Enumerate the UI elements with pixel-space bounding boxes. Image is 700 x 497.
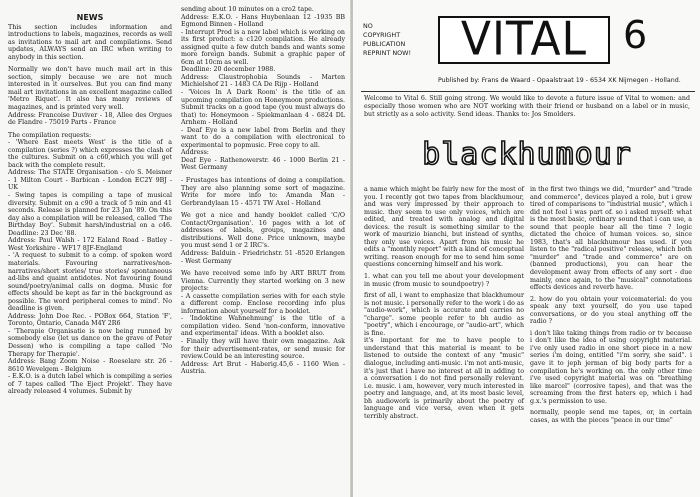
- interview-answer: normally, people send me tapes, or, in certain cases, as with the pieces "peace in our time": [530, 409, 692, 424]
- masthead: [353, 0, 700, 92]
- masthead-rule: [361, 91, 695, 92]
- issue-number: 6: [623, 13, 648, 57]
- vital-logo: [438, 12, 610, 67]
- interview-column-right: [530, 186, 692, 424]
- welcome-text: Welcome to Vital 6. Still going strong. We would like to devote a future issue of Vital to women: and especially those women who are NOT working with their friend or husband on a label or in music, but strictly as a solo activity. Send ideas. Thanks to: Jos Smolders.: [364, 95, 690, 118]
- news-item: - Frustages has intentions of doing a compilation. They are also planning some sort of magazine. Write for more info to: Amanda Man - Gerbrandylaan 15 - 4571 TW Axel - Holland: [181, 177, 345, 207]
- interview-question: 1. what can you tell me about your development in music (from music to soundpoetry) ?: [364, 273, 524, 288]
- logo-text: VITAL: [460, 12, 588, 67]
- news-item: - Finally they will have their own magazine. Ask for their advertisement-rates, or send music for review.Could be an interesting source.: [181, 337, 345, 361]
- news-item: - 'Voices In A Dark Room' is the title of an upcoming compilation on Honeymoon productions. Submit tracks on a good tape (you must always do that) to: Honeymoon - Spiekmanlaan 4 - 6824 DL Arnhem - Holland: [181, 89, 345, 127]
- news-address: Address: Claustrophobia Sounds - Marten Michielshof 21 - 1483 CA De Rijp - Holland: [181, 73, 345, 89]
- news-item: - Interrupt Prod is a new label which is working on its first product: a c120 compilation. He already assigned quite a few dutch bands and wants some more foreign bands. Submit a graphic paper of 6cm at 10cm as well.: [181, 28, 345, 66]
- news-paragraph: This section includes information and introductions to labels, magazines, records as well as invitations to mail art and compilations. Send updates, ALWAYS send an IRC when writing to anybody in this section.: [8, 23, 172, 61]
- news-item: - A cassette compilation series with for each style a different comp. Enclose recording info plus information about yourself for a booklet.: [181, 292, 345, 315]
- interview-answer: it's important for me to have people to understand that this material is meant to be listened to outside the context of any "music" dialogue, including anti-music. i'm not anti-music, it's just that i have no interest at all in adding to a conversation i do not find personally relevant. i.e. music. i am, however, very much interested in poetry and language, and, at its most basic level, bh audiowork is primarily about the poetry of language and vice versa, even when it gets terribly abstract.: [364, 337, 524, 420]
- copyright-line: COPYRIGHT: [363, 31, 401, 39]
- news-address: Address: E.K.O. - Hans Huybenlaan 12 -1935 BB Egmond Binnen - Holland: [181, 13, 345, 29]
- article-intro: a name which might be fairly new for the most of you. I recently got two tapes from blackhumour, and was very impressed by their approach to music. they seem to use only voices, which are edited, and treated with analog and digital devices. the result is something similar to the work of maurizio bianchi, but instead of synths, they only use voices. Apart from his music he edits a "monthly report" with a kind of conceptual writing. reason enough for me to send him some questions concerning himself and his work.: [364, 186, 524, 269]
- news-column-left: [8, 14, 172, 396]
- news-address: Address:: [181, 149, 209, 157]
- news-item: - E.K.O. is a dutch label which is compiling a series of 7 tapes called 'The Eject Projekt'. They have already released 4 volumes. Submit by: [8, 373, 172, 396]
- news-address: Address: John Doe Rec. - POBox 664, Station 'F', Toronto, Ontario, Canada M4Y 2R6: [8, 312, 172, 328]
- reprint-note: REPRINT NOW!: [363, 49, 412, 57]
- article-headline: [417, 134, 637, 174]
- news-item: We have received some info by ART BRUT from Vienna. Currently they started working on 3 new projects:: [181, 270, 345, 293]
- news-title: NEWS: [76, 13, 104, 22]
- news-address: Address: Paul Walsh - 172 Ealand Road - Batley - West Yorkshire - WF17 8JF-England: [8, 237, 172, 252]
- right-page: [353, 0, 700, 497]
- news-item: - Swing tapes is compiling a tape of musical diversity. Submit on a c90 a track of 5 min and 41 seconds. Release is planned for 23 Jan '89. On this day also a compilation will be released, called 'The Birthday Boy'. Submit harsh/industrial on a c46. Deadline: 23 Dec '88.: [8, 192, 172, 237]
- interview-column-left: [364, 186, 524, 420]
- copyright-line: NO: [363, 22, 373, 30]
- interview-question: 2. how do you obtain your voicematerial: do you speak any text yourself, do you use taped conversations, or do you steal anything off the radio ?: [530, 295, 692, 326]
- news-item: - 'A request to submit to a comp. of spoken word materials. Favouring narratives/non-narratives/short stories/ true stories/ spontaneous ad-libs and quaint antidotes. Not favouring found sound/poetry/animal calls on dogma. Music for effects should be kept as far in the background as possible. The word peripheral comes to mind'. No deadline is given.: [8, 252, 172, 313]
- news-item: - 'Indoktine Wahnehmung' is the title of a compilation video. Send 'non-conform, innovative and experimental' ideas. With a booklet also.: [181, 315, 345, 338]
- news-deadline: Deadline: 20 december 1988.: [181, 66, 276, 74]
- news-address: Address: Art Brut - Haberig.45,6 - 1160 Wien - Austria.: [181, 360, 345, 376]
- interview-answer: i don't like taking things from radio or tv because i don't like the idea of using copyright material. i've only used radio in one short piece in a new series i'm doing, entitled "i'm sorry, she said". i gave it to jeph jerman of big body parts for a compilation he's working on. the only other time i've used copyright material was on "breathing like marcel" (corrosive tapes), and that was the screaming from the first haters ep, which i had g.x.'s permission to use.: [530, 329, 692, 405]
- news-paragraph: Normally we don't have much mail art in this section, simply because we are not much interested in it ourselves. But you can find many mail art invitations in an excellent magazine called 'Metro Riquet'. It also has many reviews of magazines, and is printed very well.: [8, 66, 172, 112]
- news-item: - 'Therapie Organisatie is now being runned by somebody else (let us dance on the grave of Peter Dessen) who is compiling a tape called 'No Therapy for Therapie'.: [8, 327, 172, 358]
- news-address: Address: The STATE Organisation - c/o S. Meisner - 1 Milton Court - Barbican - London EC2Y 9BJ - UK: [8, 169, 172, 192]
- news-item: We got a nice and handy booklet called 'C/O Contact/Organisation'. 16 pages with a lot of addresses of labels, groups, magazines and distributions. Well done. Price unknown, maybe you must send 1 or 2 IRC's.: [181, 212, 345, 250]
- news-subheading: The compilation requests:: [8, 131, 92, 139]
- news-address: Address: Francoise Duviver - 18, Allee des Orgues de Flandre - 75019 Parts - France: [8, 111, 172, 127]
- headline-graphic: [417, 134, 637, 174]
- headline-text: blackhumour: [422, 137, 632, 172]
- news-item: - 'Where East meets West' is the title of a compilation (series ?) which expresses the clash of the cultures. Submit on a c60,which you will get back with the complete result.: [8, 139, 172, 169]
- news-column-right: [181, 6, 345, 376]
- publisher-line: Published by: Frans de Waard - Opaalstraat 19 - 6534 XK Nijmegen - Holland.: [438, 77, 681, 84]
- interview-answer: first of all, i want to emphasize that blackhumour is not music. i personally refer to the work i do as "audio-work", which is accurate and carries no "charge". some people refer to bh audio as "poetry", which i encourage, or "audio-art", which is fine.: [364, 292, 524, 337]
- news-address: Address: Balduin - Friedrichstr. 51 -8520 Erlangen - West Germany: [181, 249, 345, 265]
- news-item: - Deaf Eye is a new label from Berlin and they want to do a compilation with electronical to experimental to popmusic. Free copy to all.: [181, 126, 345, 149]
- copyright-line: PUBLICATION: [363, 40, 406, 48]
- interview-answer: in the first two things we did, "murder" and "trade and commerce", devices played a role, but i grew tired of comparisons to "industrial music", which i did not feel i was part of. so i asked myself: what is the most basic, ordinary sound that i can use, a sound that people hear all the time ? logic dictated the choice of human voices. so, since 1983, that's all blackhumour has used. if you listen to the "radical positive" release, which both "murder" and "trade and commerce" are on (banned productions), you can hear the development away from effects of any sort - due mainly, once again, to the "musical" connotations effects devices and reverb have.: [530, 186, 692, 292]
- news-address: Address: Bang Zoom Noise - Roeselare str. 26 - 8610 Wevelgem - Belgium: [8, 358, 172, 373]
- copyright-notice: [363, 22, 411, 58]
- news-item: sending about 10 minutes on a cro2 tape.: [181, 6, 314, 13]
- news-address: Deaf Eye - Rathenowerstr. 46 - 1000 Berlin 21 - West Germany: [181, 156, 345, 172]
